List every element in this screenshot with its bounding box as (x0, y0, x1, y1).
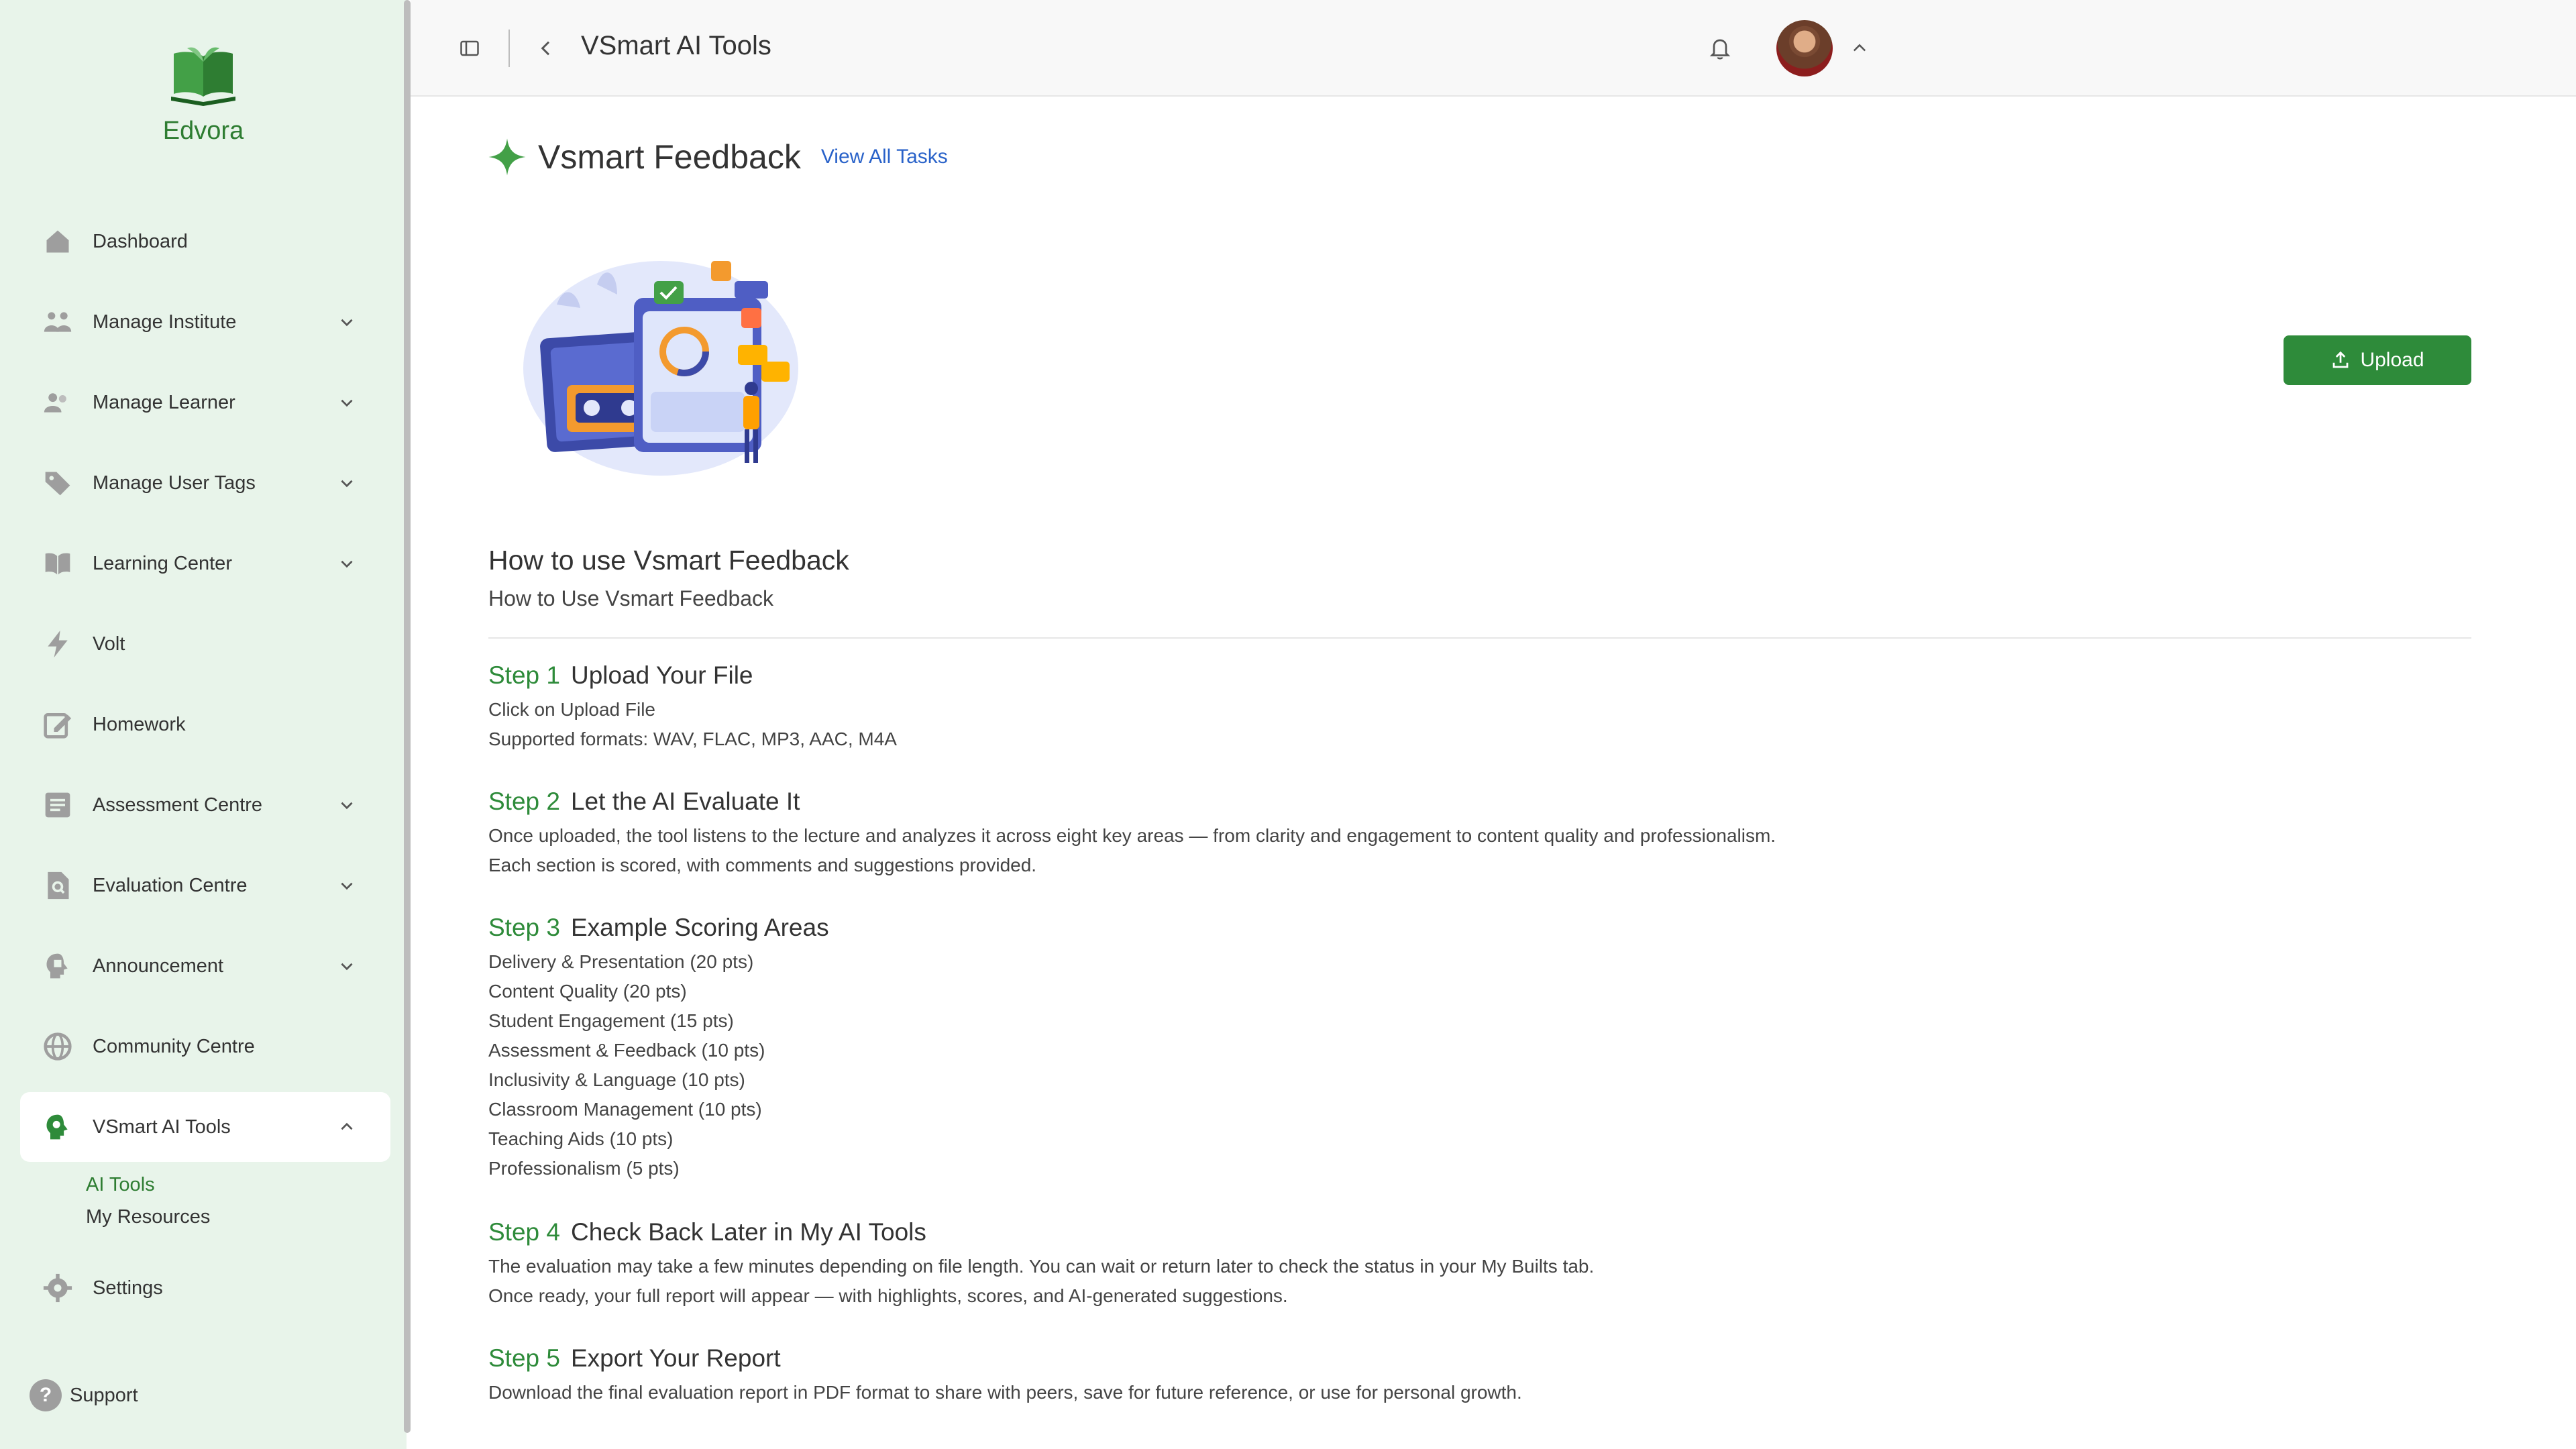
view-all-tasks-link[interactable]: View All Tasks (820, 146, 948, 168)
sidebar-item-label: Homework (93, 713, 186, 735)
step-heading (488, 1344, 2471, 1373)
edit-icon (43, 710, 72, 739)
sidebar-item-homework[interactable] (20, 690, 390, 759)
step-heading (488, 914, 2471, 942)
gear-icon (43, 1273, 72, 1303)
sidebar-item-vsmart-ai-tools[interactable] (20, 1092, 390, 1162)
evaluation-icon (43, 871, 72, 900)
sidebar-item-label: Manage Learner (93, 391, 235, 413)
learners-icon (43, 388, 72, 417)
chevron-down-icon (338, 313, 356, 331)
sidebar-item-label: Announcement (93, 955, 224, 977)
chevron-left-icon (535, 38, 557, 59)
notifications-button[interactable] (1704, 32, 1736, 64)
step-title: Export Your Report (570, 1344, 781, 1372)
book-icon (43, 549, 72, 578)
step-line: Supported formats: WAV, FLAC, MP3, AAC, M4A (488, 729, 897, 749)
users-icon (43, 307, 72, 337)
step-title: Example Scoring Areas (570, 914, 829, 941)
step-line: Once ready, your full report will appear — with highlights, scores, and AI-generated suggestions. (488, 1285, 1288, 1306)
sidebar-item-manage-learner[interactable] (20, 368, 390, 437)
sidebar-item-label: Community Centre (93, 1035, 255, 1057)
bell-icon (1708, 36, 1732, 60)
book-logo-icon (168, 40, 238, 110)
step-heading (488, 788, 2471, 816)
top-header (411, 0, 2576, 97)
chevron-up-icon (1850, 39, 1869, 58)
sidebar-subitem-my-resources[interactable]: My Resources (86, 1206, 211, 1228)
globe-icon (43, 1032, 72, 1061)
toggle-sidebar-button[interactable] (453, 32, 486, 64)
sidebar-item-label: Evaluation Centre (93, 874, 248, 896)
chevron-down-icon (338, 796, 356, 814)
feedback-illustration (517, 244, 798, 479)
sidebar-item-label: Manage User Tags (93, 472, 256, 494)
step-heading (488, 1218, 2471, 1246)
step-number: Step 5 (488, 1344, 560, 1372)
sidebar-item-label: Manage Institute (93, 311, 237, 333)
chevron-down-icon (338, 877, 356, 894)
sidebar-scrollbar[interactable] (404, 0, 411, 1433)
step-3 (488, 914, 2471, 1183)
chevron-down-icon (338, 394, 356, 411)
sidebar-item-volt[interactable] (20, 609, 390, 679)
support-link[interactable] (30, 1379, 138, 1411)
sidebar-item-label: Assessment Centre (93, 794, 263, 816)
sidebar-item-settings[interactable] (20, 1253, 390, 1323)
ai-head-icon (43, 1112, 72, 1142)
back-button[interactable] (529, 31, 564, 66)
step-title: Let the AI Evaluate It (570, 788, 800, 815)
step-title: Upload Your File (570, 661, 753, 689)
sidebar-subitem-ai-tools[interactable]: AI Tools (86, 1174, 155, 1195)
sidebar-item-announcement[interactable] (20, 931, 390, 1001)
scoring-area: Content Quality (20 pts) (488, 981, 687, 1002)
scoring-area: Professionalism (5 pts) (488, 1158, 680, 1179)
section-divider (488, 637, 2471, 639)
chevron-down-icon (338, 474, 356, 492)
chevron-up-icon (338, 1118, 356, 1136)
step-line: The evaluation may take a few minutes depending on file length. You can wait or return later to check the status in your My Builts tab. (488, 1256, 1595, 1277)
step-number: Step 2 (488, 788, 560, 815)
step-1 (488, 661, 2471, 754)
upload-label: Upload (2360, 349, 2424, 371)
scoring-area: Delivery & Presentation (20 pts) (488, 951, 754, 972)
user-avatar[interactable] (1776, 20, 1833, 76)
step-number: Step 1 (488, 661, 560, 689)
sidebar-item-manage-institute[interactable] (20, 287, 390, 357)
chevron-down-icon (338, 957, 356, 975)
step-heading (488, 661, 2471, 690)
sidebar-item-dashboard[interactable] (20, 207, 390, 276)
sidebar-item-evaluation-centre[interactable] (20, 851, 390, 920)
sparkle-icon (487, 137, 527, 177)
sidebar-item-label: Volt (93, 633, 125, 655)
sidebar-item-community-centre[interactable] (20, 1012, 390, 1081)
sidebar-item-learning-center[interactable] (20, 529, 390, 598)
home-icon (43, 227, 72, 256)
main-content (411, 97, 2576, 1449)
chevron-down-icon (338, 555, 356, 572)
step-line: Once uploaded, the tool listens to the lecture and analyzes it across eight key areas — from clarity and engagement to content quality and professionalism. (488, 825, 1776, 846)
step-number: Step 4 (488, 1218, 560, 1246)
account-menu-toggle[interactable] (1847, 36, 1872, 60)
help-icon: ? (30, 1379, 62, 1411)
scoring-area: Inclusivity & Language (10 pts) (488, 1069, 745, 1090)
step-4 (488, 1218, 2471, 1311)
header-divider (508, 30, 510, 67)
tag-icon (43, 468, 72, 498)
scoring-area: Teaching Aids (10 pts) (488, 1128, 674, 1149)
brand[interactable] (0, 40, 407, 146)
sidebar-item-label: Dashboard (93, 230, 188, 252)
sidebar-item-label: Learning Center (93, 552, 232, 574)
sidebar-item-label: VSmart AI Tools (93, 1116, 231, 1138)
step-line: Click on Upload File (488, 699, 655, 720)
sidebar-item-manage-user-tags[interactable] (20, 448, 390, 518)
step-line: Each section is scored, with comments and suggestions provided. (488, 855, 1037, 875)
step-number: Step 3 (488, 914, 560, 941)
page-heading (487, 137, 948, 177)
announcement-icon (43, 951, 72, 981)
scoring-area: Classroom Management (10 pts) (488, 1099, 762, 1120)
sidebar (0, 0, 407, 1449)
upload-button[interactable] (2284, 335, 2471, 385)
sidebar-item-assessment-centre[interactable] (20, 770, 390, 840)
bolt-icon (43, 629, 72, 659)
step-title: Check Back Later in My AI Tools (570, 1218, 926, 1246)
upload-icon (2330, 350, 2351, 370)
support-label: Support (70, 1384, 138, 1406)
assessment-icon (43, 790, 72, 820)
step-5 (488, 1344, 2471, 1407)
tool-title: Vsmart Feedback (538, 138, 801, 176)
howto-title: How to use Vsmart Feedback (488, 545, 849, 576)
step-2 (488, 788, 2471, 880)
howto-subtitle: How to Use Vsmart Feedback (488, 586, 774, 610)
scoring-area: Student Engagement (15 pts) (488, 1010, 734, 1031)
sidebar-item-label: Settings (93, 1277, 163, 1299)
page-title: VSmart AI Tools (581, 31, 771, 60)
sidebar-toggle-icon (460, 38, 480, 58)
step-line: Download the final evaluation report in PDF format to share with peers, save for future reference, or use for personal growth. (488, 1382, 1522, 1403)
scoring-area: Assessment & Feedback (10 pts) (488, 1040, 765, 1061)
brand-name: Edvora (162, 117, 244, 145)
